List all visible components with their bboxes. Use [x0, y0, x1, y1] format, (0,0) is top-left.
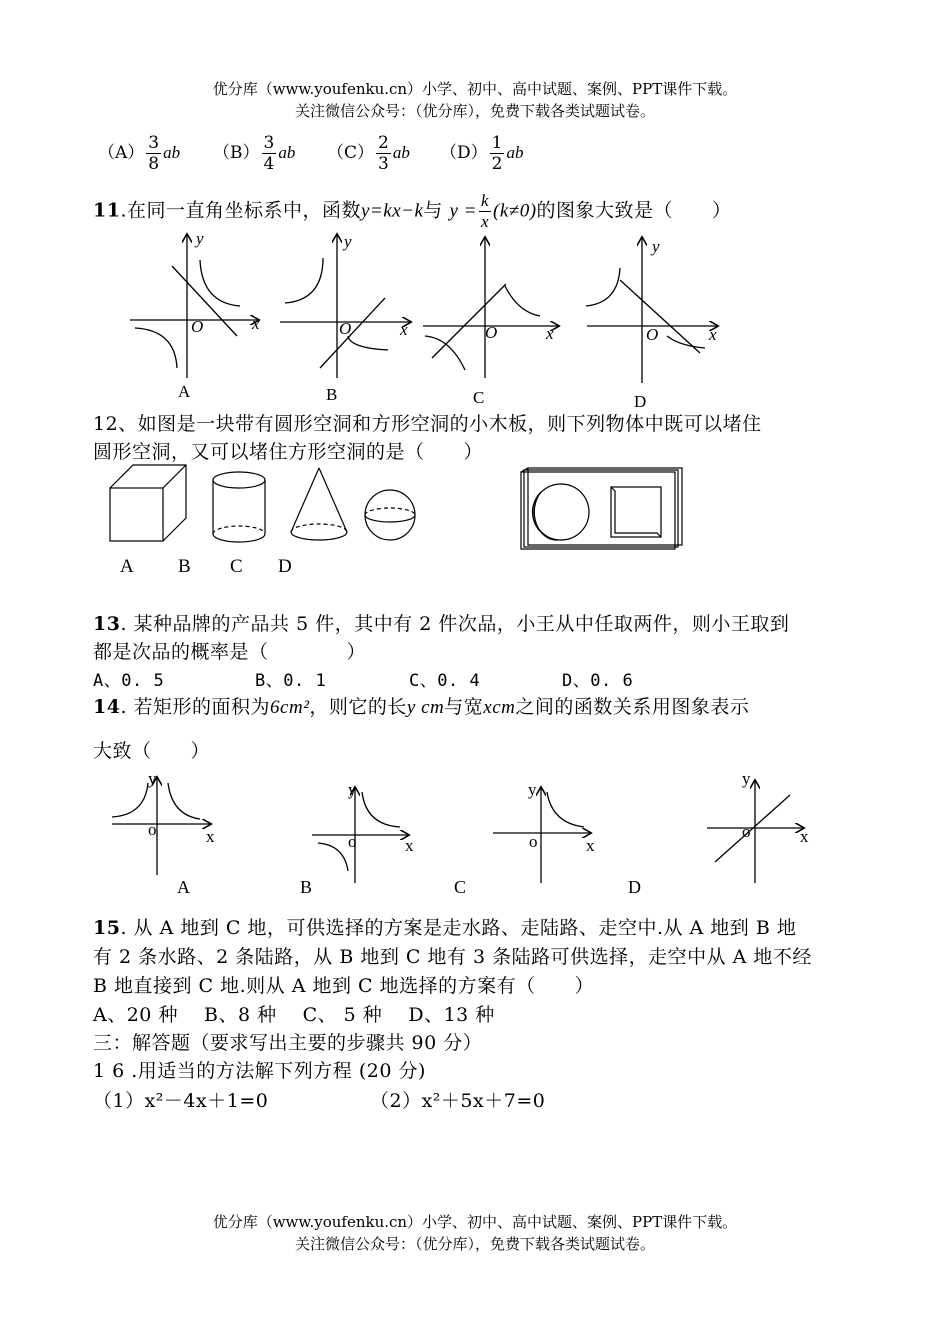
q10-option-d: （D） $\frac{1}{2}$ ab — [440, 133, 524, 174]
g14-b-caption: B — [300, 877, 313, 897]
q10-option-b: （B） $\frac{3}{4}$ ab — [213, 133, 296, 174]
graph-b-origin: O — [339, 319, 352, 338]
g14-c-y: y — [528, 780, 537, 799]
graph-c-caption: C — [473, 388, 485, 407]
q15-options: A、20 种 B、8 种 C、 5 种 D、13 种 — [93, 1004, 495, 1026]
q16-equation-1: （1）x²－4x＋1=0 — [93, 1090, 269, 1112]
graph-b-caption: B — [326, 385, 338, 404]
g14-a-x: x — [206, 827, 215, 846]
q13-option-a: A、0. 5 — [93, 671, 165, 691]
graph-d-y-label: y — [652, 237, 660, 256]
q14-line-1: 14. 若矩形的面积为6cm²，则它的长y cm与宽xcm之间的函数关系用图象表示 — [93, 696, 750, 718]
section-3-title: 三：解答题（要求写出主要的步骤共 90 分） — [93, 1032, 483, 1054]
g14-b-y: y — [348, 780, 357, 799]
g14-d-caption: D — [628, 877, 641, 897]
q15-line-2: 有 2 条水路、2 条陆路，从 B 地到 C 地有 3 条陆路可供选择，走空中从 A 地不经 — [93, 946, 812, 968]
g14-c-x: x — [586, 836, 595, 855]
graph-a-origin: O — [191, 317, 204, 336]
graph-b-x-label: x — [400, 320, 408, 339]
graph-b-line — [320, 298, 385, 368]
header-line-2: 关注微信公众号：（优分库），免费下载各类试题试卷。 — [294, 102, 655, 120]
q13-option-d: D、0. 6 — [562, 671, 634, 691]
footer-line-2: 关注微信公众号：（优分库），免费下载各类试题试卷。 — [294, 1235, 655, 1253]
q16-title: 1 6 .用适当的方法解下列方程 (20 分) — [93, 1060, 426, 1082]
shape-caption-a: A — [120, 556, 134, 577]
q16-equation-2: （2）x²＋5x＋7=0 — [370, 1090, 546, 1112]
q13-line-1: 13. 某种品牌的产品共 5 件，其中有 2 件次品，小王从中任取两件，则小王取到 — [93, 613, 790, 635]
g14-c-o: o — [529, 832, 538, 851]
graph-c-curve-lower — [425, 336, 465, 370]
graph-a-caption: A — [178, 382, 191, 401]
g14-a-y: y — [148, 769, 157, 788]
q14-graphs — [100, 765, 820, 905]
g14-b-o: o — [348, 832, 357, 851]
q12-line-2: 圆形空洞，又可以堵住方形空洞的是（ ） — [93, 441, 484, 463]
cylinder-shape — [213, 472, 265, 542]
graph-d-line — [620, 280, 700, 353]
shape-caption-d: D — [278, 556, 292, 577]
q11-stem: 11.在同一直角坐标系中，函数y=kx−k与 y = $\frac{k}{x}$ (k≠0)的图象大致是（ ） — [93, 191, 732, 231]
graph-d-x-label: x — [709, 325, 717, 344]
graph-a-curve-lower — [135, 328, 177, 368]
graph-a-line — [172, 266, 237, 336]
graph-c-x-label: x — [546, 324, 554, 343]
q12-figures — [100, 460, 700, 580]
graph-b-y-label: y — [344, 232, 352, 251]
graph-a-y-label: y — [196, 229, 204, 248]
graph-d-curve-lower — [667, 336, 705, 348]
q13-line-2: 都是次品的概率是（ ） — [93, 641, 367, 663]
shape-caption-c: C — [230, 556, 243, 577]
graph-d-origin: O — [646, 325, 659, 344]
q15-line-1: 15. 从 A 地到 C 地，可供选择的方案是走水路、走陆路、走空中.从 A 地到 B 地 — [93, 917, 797, 939]
wood-board — [521, 468, 682, 549]
q11-graphs — [120, 228, 740, 413]
graph-c-origin: O — [485, 323, 498, 342]
header-line-1: 优分库（www.youfenku.cn）小学、初中、高中试题、案例、PPT课件下载。 — [212, 80, 738, 98]
q12-line-1: 12、如图是一块带有圆形空洞和方形空洞的小木板，则下列物体中既可以堵住 — [93, 413, 762, 435]
g14-a-o: o — [148, 820, 157, 839]
graph-c-line — [432, 284, 506, 358]
q14-line-2: 大致（ ） — [93, 740, 211, 762]
cone-shape — [291, 468, 347, 540]
footer-line-1: 优分库（www.youfenku.cn）小学、初中、高中试题、案例、PPT课件下载。 — [212, 1213, 738, 1231]
graph-a-x-label: x — [252, 314, 260, 333]
g14-d-x: x — [800, 827, 809, 846]
g14-a-caption: A — [177, 877, 190, 897]
graph-d-caption: D — [634, 392, 647, 411]
q13-option-c: C、0. 4 — [409, 671, 481, 691]
square-hole — [611, 487, 661, 537]
g14-d-o: o — [742, 822, 751, 841]
q13-option-b: B、0. 1 — [255, 671, 327, 691]
g14-c-caption: C — [454, 877, 467, 897]
graph-c-curve-upper — [505, 286, 540, 316]
cube-shape — [110, 465, 186, 541]
q10-option-a: （A） $\frac{3}{8}$ ab — [98, 133, 181, 174]
q10-option-c: （C） $\frac{2}{3}$ ab — [327, 133, 410, 174]
sphere-shape — [365, 490, 415, 540]
shape-caption-b: B — [178, 556, 191, 577]
graph-b-curve-lower — [348, 336, 388, 350]
graph-a-curve-upper — [200, 260, 240, 306]
graph-d-curve-upper — [586, 268, 620, 306]
g14-b-x: x — [405, 836, 414, 855]
q15-line-3: B 地直接到 C 地.则从 A 地到 C 地选择的方案有（ ） — [93, 975, 595, 997]
graph-b-curve-upper — [285, 258, 323, 303]
g14-d-y: y — [742, 769, 751, 788]
